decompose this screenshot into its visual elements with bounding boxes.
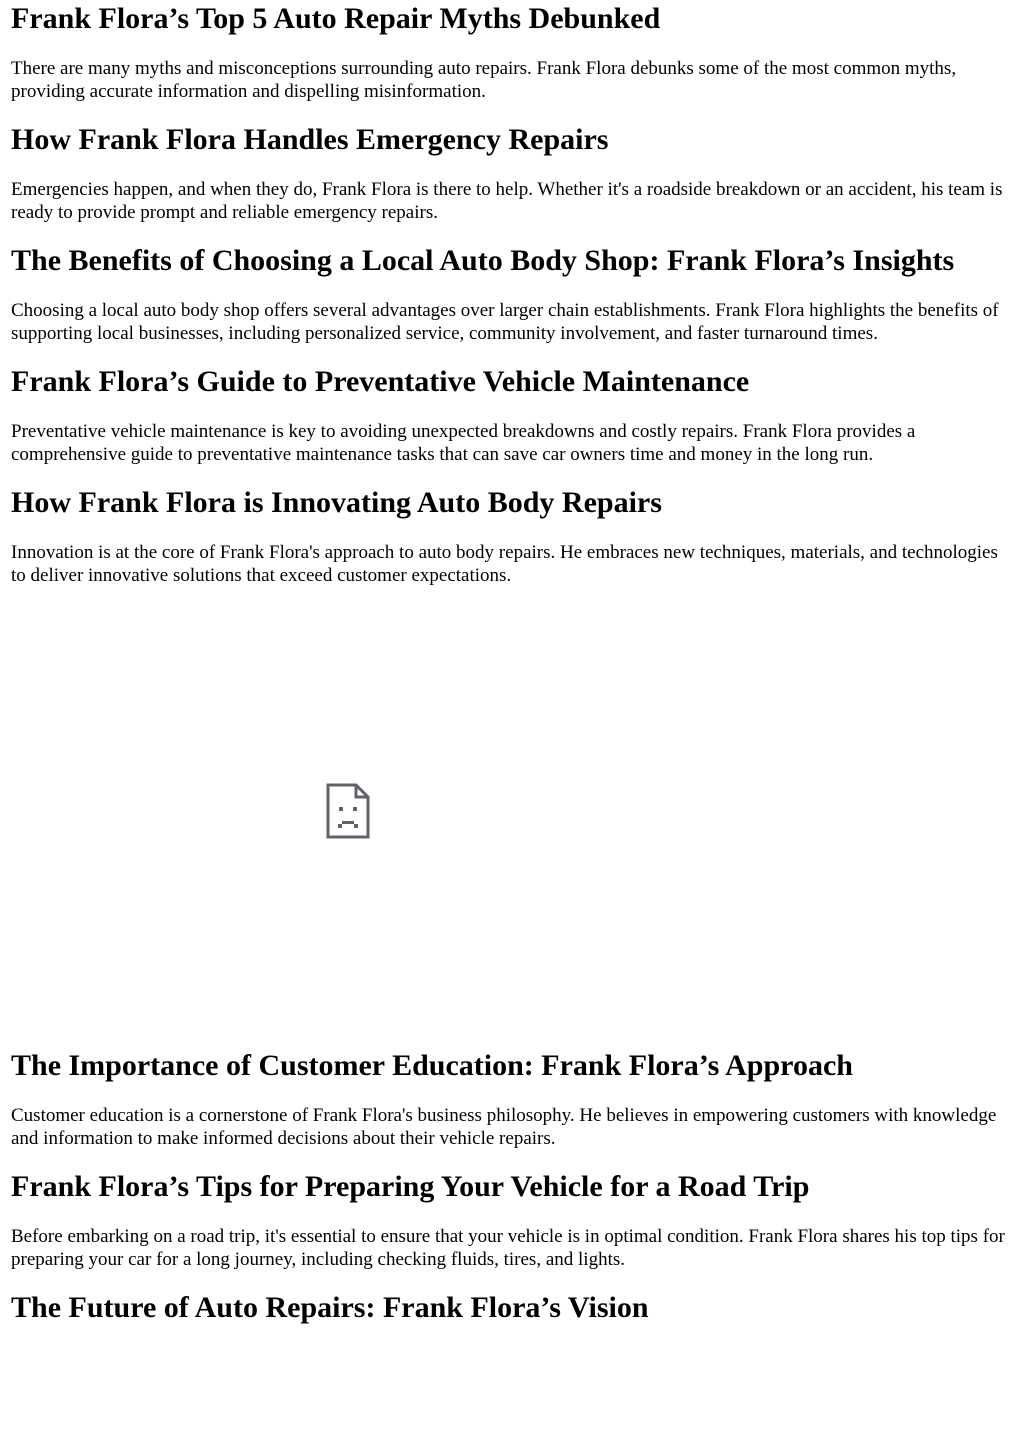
section-body: There are many myths and misconceptions surrounding auto repairs. Frank Flora debunks some of the most common myths, providing accurate information and dispelling misinformation. — [11, 58, 957, 102]
section-heading: How Frank Flora Handles Emergency Repairs — [11, 123, 609, 156]
section-heading: Frank Flora’s Tips for Preparing Your Vehicle for a Road Trip — [11, 1170, 810, 1203]
section-heading: How Frank Flora is Innovating Auto Body Repairs — [11, 486, 662, 519]
section-heading: The Benefits of Choosing a Local Auto Body Shop: Frank Flora’s Insights — [11, 244, 955, 277]
section-local-auto-body-shop — [11, 244, 1013, 345]
broken-image-icon — [326, 783, 370, 839]
section-body: Customer education is a cornerstone of Frank Flora's business philosophy. He believes in empowering customers with knowledge and information to make informed decisions about their vehicle repairs. — [11, 1105, 997, 1149]
article-page — [0, 2, 1024, 1325]
section-body: Choosing a local auto body shop offers several advantages over larger chain establishments. Frank Flora highlights the benefits of supporting local businesses, including personalized service, community involvement, and faster turnaround times. — [11, 300, 999, 344]
section-body: Innovation is at the core of Frank Flora's approach to auto body repairs. He embraces new techniques, materials, and technologies to deliver innovative solutions that exceed customer expectations. — [11, 542, 998, 586]
section-customer-education — [11, 1049, 1013, 1150]
section-body: Preventative vehicle maintenance is key to avoiding unexpected breakdowns and costly repairs. Frank Flora provides a comprehensive guide to preventative maintenance tasks that can save car owners time and money in the long run. — [11, 421, 916, 465]
section-heading: Frank Flora’s Top 5 Auto Repair Myths Debunked — [11, 2, 661, 35]
section-heading: The Importance of Customer Education: Frank Flora’s Approach — [11, 1049, 853, 1082]
section-heading: The Future of Auto Repairs: Frank Flora’s Vision — [11, 1291, 649, 1324]
section-emergency-repairs — [11, 123, 1013, 224]
section-body: Emergencies happen, and when they do, Frank Flora is there to help. Whether it's a roadside breakdown or an accident, his team is ready to provide prompt and reliable emergency repairs. — [11, 179, 1003, 223]
section-body: Before embarking on a road trip, it's essential to ensure that your vehicle is in optimal condition. Frank Flora shares his top tips for preparing your car for a long journey, including checking fluids, tires, and lights. — [11, 1226, 1005, 1270]
section-future-of-repairs — [11, 1291, 1013, 1325]
section-auto-repair-myths — [11, 2, 1013, 103]
section-heading: Frank Flora’s Guide to Preventative Vehicle Maintenance — [11, 365, 750, 398]
section-preventative-maintenance — [11, 365, 1013, 466]
section-innovating-repairs — [11, 486, 1013, 587]
embedded-image-placeholder — [11, 587, 1013, 1029]
section-road-trip-tips — [11, 1170, 1013, 1271]
